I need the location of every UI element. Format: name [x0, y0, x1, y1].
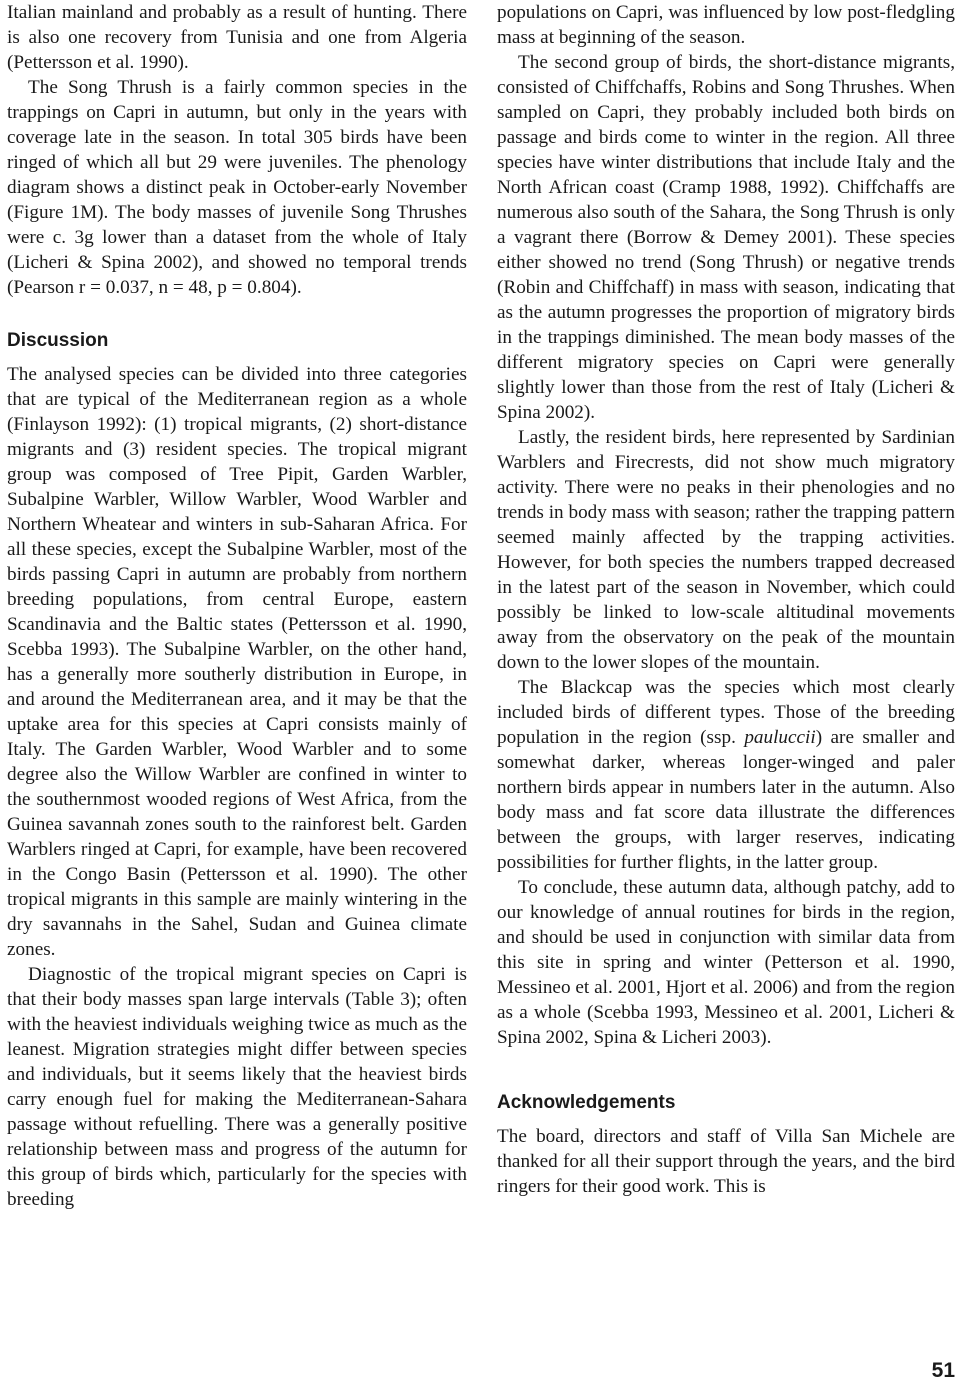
left-column	[7, 0, 467, 1212]
paragraph-discussion-body-masses: Diagnostic of the tropical migrant species on Capri is that their body masses span large intervals (Table 3); often with the heaviest individuals weighing twice as much as the leanest. Migration strategies might differ between species and individuals, but it seems likely that the heaviest birds carry enough fuel for making the Mediterranean-Sahara passage without refuelling. There was a generally positive relationship between mass and progress of the autumn for this group of birds which, particularly for the species with breeding	[7, 964, 467, 1210]
paragraph-short-distance-migrants: The second group of birds, the short-distance migrants, consisted of Chiffchaffs, Robins and Song Thrushes. When sampled on Capri, they probably included both birds on passage and birds come to winter in the region. All three species have winter distributions that include Italy and the North African coast (Cramp 1988, 1992). Chiffchaffs are numerous also south of the Sahara, the Song Thrush is only a vagrant there (Borrow & Demey 2001). These species either showed no trend (Song Thrush) or negative trends (Robin and Chiffchaff) in mass with season, indicating that as the autumn progresses the proportion of migratory birds in the trappings diminished. The mean body masses of the different migratory species on Capri were generally slightly lower than those from the rest of Italy (Licheri & Spina 2002).	[497, 52, 955, 423]
paragraph-discussion-categories: The analysed species can be divided into three categories that are typical of the Mediterranean region as a whole (Finlayson 1992): (1) tropical migrants, (2) short-distance migrants and (3) resident species. The tropical migrant group was composed of Tree Pipit, Garden Warbler, Subalpine Warbler, Willow Warbler, Wood Warbler and Northern Wheatear and winters in sub-Saharan Africa. For all these species, except the Subalpine Warbler, most of the birds passing Capri in autumn are probably from northern breeding populations, from central Europe, eastern Scandinavia and the Baltic states (Pettersson et al. 1990, Scebba 1993). The Subalpine Warbler, on the other hand, has a generally more southerly distribution in Europe, in and around the Mediterranean area, and it may be that the uptake area for this species at Capri consists mainly of Italy. The Garden Warbler, Wood Warbler and to some degree also the Willow Warbler are confined in winter to the southernmost wooded regions of West Africa, from the Guinea savannah zones south to the rainforest belt. Garden Warblers ringed at Capri, for example, have been recovered in the Congo Basin (Pettersson et al. 1990). The other tropical migrants in this sample are mainly wintering in the dry savannahs in the Sahel, Sudan and Guinea climate zones.	[7, 364, 467, 960]
paragraph-continuation-right: populations on Capri, was influenced by low post-fledgling mass at beginning of the season.	[497, 2, 955, 48]
blackcap-text-end: ) are smaller and somewhat darker, whereas longer-winged and paler northern birds appear in numbers later in the autumn. Also body mass and fat score data illustrate the differences between the groups, with larger reserves, indicating possibilities for further flights, in the latter group.	[497, 727, 955, 873]
subspecies-name: pauluccii	[744, 727, 816, 748]
paragraph-continuation-left: Italian mainland and probably as a result of hunting. There is also one recovery from Tunisia and one from Algeria (Pettersson et al. 1990).	[7, 2, 467, 73]
page-number: 51	[931, 1359, 955, 1382]
paragraph-conclusion: To conclude, these autumn data, although patchy, add to our knowledge of annual routines for birds in the region, and should be used in conjunction with similar data from this site in spring and winter (Petterson et al. 1990, Messineo et al. 2001, Hjort et al. 2006) and from the region as a whole (Scebba 1993, Messineo et al. 2001, Licheri & Spina 2002, Spina & Licheri 2003).	[497, 877, 955, 1048]
paragraph-resident-birds: Lastly, the resident birds, here represented by Sardinian Warblers and Firecrests, did not show much migratory activity. There were no peaks in their phenologies and no trends in body mass with season; rather the trapping pattern seemed mainly affected by the trapping activities. However, for both species the numbers trapped decreased in the latest part of the season in November, which could possibly be linked to low-scale altitudinal movements away from the observatory on the peak of the mountain down to the lower slopes of the mountain.	[497, 427, 955, 673]
acknowledgements-heading: Acknowledgements	[497, 1092, 676, 1113]
right-column	[497, 0, 955, 1199]
paragraph-acknowledgements: The board, directors and staff of Villa San Michele are thanked for all their support through the years, and the bird ringers for their good work. This is	[497, 1126, 955, 1197]
discussion-heading: Discussion	[7, 330, 109, 351]
paragraph-song-thrush: The Song Thrush is a fairly common species in the trappings on Capri in autumn, but only in the years with coverage late in the season. In total 305 birds have been ringed of which all but 29 were juveniles. The phenology diagram shows a distinct peak in October-early November (Figure 1M). The body masses of juvenile Song Thrushes were c. 3g lower than a dataset from the whole of Italy (Licheri & Spina 2002), and showed no temporal trends (Pearson r = 0.037, n = 48, p = 0.804).	[7, 77, 467, 298]
paragraph-blackcap	[497, 675, 955, 875]
blackcap-text-start: The Blackcap was the species which most clearly included birds of different types. Those of the breeding population in the region (ssp.	[497, 677, 955, 748]
